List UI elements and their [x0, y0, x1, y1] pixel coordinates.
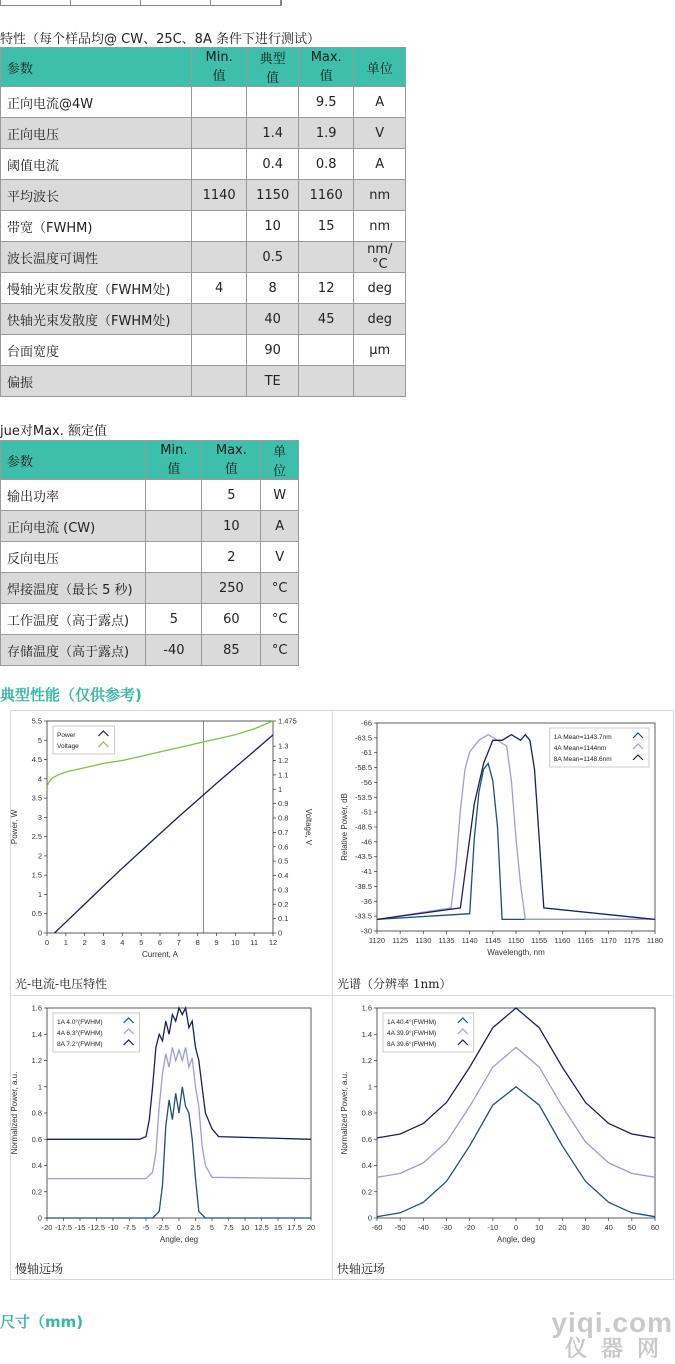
table-cell: A	[354, 149, 406, 180]
table-cell: 9.5	[298, 87, 354, 118]
table-cell: 快轴光束发散度（FWHM处)	[1, 304, 192, 335]
table-cell: 15	[298, 211, 354, 242]
table-cell: deg	[354, 304, 406, 335]
x-tick-label: 1175	[623, 936, 640, 945]
legend-label: 8A Mean=1148.6nm	[553, 756, 612, 763]
table-remnant	[0, 0, 282, 6]
legend-label: 1A 4.0°(FWHM)	[57, 1019, 103, 1026]
table-row	[1, 304, 406, 335]
liv-chart	[11, 711, 332, 973]
y-axis-label: Power, W	[10, 809, 19, 845]
legend-label: 4A 39.9°(FWHM)	[387, 1030, 437, 1037]
column-header: 典型值	[247, 48, 299, 87]
y-tick-label: 0.8	[361, 1108, 372, 1118]
x-tick-label: 6	[157, 938, 163, 947]
watermark	[551, 1307, 673, 1362]
x-tick-label: 12	[268, 938, 278, 947]
table-cell: 85	[202, 635, 261, 666]
table-cell: 5	[202, 480, 261, 511]
x-tick-label: 2	[82, 938, 87, 947]
x-tick-label: -5	[142, 1223, 150, 1232]
x-tick-label: -12.5	[87, 1223, 106, 1232]
y-tick-label: 5.5	[31, 716, 42, 726]
table-cell: 焊接温度（最长 5 秒)	[1, 573, 146, 604]
y-tick-label: 0.4	[361, 1161, 372, 1170]
panel-label-spectrum: 光谱（分辨率 1nm）	[337, 977, 452, 991]
table-cell: 2	[202, 542, 261, 573]
typical-heading: 典型性能（仅供参考)	[0, 686, 142, 704]
legend-label: 8A 39.6°(FWHM)	[387, 1041, 437, 1048]
panel-liv	[11, 711, 333, 996]
table-cell: 带宽（FWHM)	[1, 211, 192, 242]
table-cell	[191, 87, 247, 118]
x-tick-label: 9	[214, 938, 219, 947]
x-tick-label: 3	[101, 938, 106, 947]
y-tick-label: -51	[361, 807, 372, 817]
table-cell: V	[354, 118, 406, 149]
x-tick-label: 0	[513, 1223, 519, 1232]
x-tick-label: -7.5	[123, 1223, 136, 1232]
table-cell: 90	[247, 335, 299, 366]
table-cell	[146, 511, 202, 542]
table-cell: µm	[354, 335, 406, 366]
x-tick-label: -50	[394, 1223, 406, 1232]
legend-label: 4A Mean=1144nm	[553, 745, 607, 752]
x-tick-label: 1180	[646, 936, 664, 945]
table-cell: 1.4	[247, 118, 299, 149]
table-cell: 250	[202, 573, 261, 604]
y-axis-label: Normalized Power, a.u.	[10, 1071, 19, 1155]
slow-axis-chart	[11, 996, 332, 1258]
table-cell	[298, 335, 354, 366]
x-tick-label: 7	[176, 938, 181, 947]
x-tick-label: -30	[441, 1223, 452, 1232]
fast-axis-chart	[333, 996, 673, 1258]
panel-fast-axis	[333, 996, 673, 1279]
y-tick-label: -56	[361, 777, 372, 787]
table-row	[1, 242, 406, 273]
x-tick-label: 1140	[461, 936, 478, 945]
table-cell: 0.4	[247, 149, 299, 180]
table-row	[1, 118, 406, 149]
y-tick-label: 0.2	[31, 1187, 42, 1197]
y-tick-label: -63.5	[354, 733, 372, 743]
x-tick-label: 1145	[484, 936, 501, 945]
table-cell: °C	[261, 573, 299, 604]
table-cell: 0.5	[247, 242, 299, 273]
table-row	[1, 511, 299, 542]
y-tick-label: -43.5	[354, 852, 372, 862]
x-tick-label: 8	[195, 938, 200, 947]
x-tick-label: -10	[107, 1223, 119, 1232]
y-tick-label: 2	[37, 851, 42, 861]
panel-label-slow: 慢轴远场	[15, 1262, 64, 1276]
table-row	[1, 211, 406, 242]
column-header: Min. 值	[191, 48, 247, 87]
y-tick-label: 1	[367, 1082, 372, 1092]
table-cell: °C	[261, 635, 299, 666]
x-tick-label: 1125	[392, 936, 409, 945]
x-tick-label: -2.5	[156, 1223, 169, 1232]
y-tick-label: -33.5	[354, 911, 372, 921]
chart-grid	[10, 710, 674, 1280]
table-cell: 反向电压	[1, 542, 146, 573]
table-cell	[146, 480, 202, 511]
x-axis-label: Angle, deg	[496, 1235, 536, 1244]
y-tick-label: 0.6	[31, 1134, 42, 1144]
table-row	[1, 335, 406, 366]
legend-label: Power	[57, 732, 76, 739]
table-cell: V	[261, 542, 299, 573]
x-tick-label: 1160	[554, 936, 571, 945]
y-tick-label: 0.8	[31, 1108, 42, 1118]
y-tick-label: 3.5	[31, 793, 42, 803]
table-row	[1, 480, 299, 511]
table-cell: nm/°C	[354, 242, 406, 273]
x-tick-label: 20	[558, 1223, 567, 1232]
x-tick-label: 50	[627, 1223, 637, 1232]
table-cell: 正向电压	[1, 118, 192, 149]
y-axis-label: Relative Power, dB	[340, 793, 349, 861]
y2-tick-label: 0	[278, 928, 283, 938]
legend-label: 4A 6.3°(FWHM)	[57, 1030, 103, 1037]
spectrum-chart	[333, 711, 673, 973]
x-axis-label: Current, A	[141, 950, 179, 959]
table-cell: 慢轴光束发散度（FWHM处)	[1, 273, 192, 304]
x-tick-label: 10	[231, 938, 240, 947]
table-cell: 1150	[247, 180, 299, 211]
x-tick-label: 60	[650, 1223, 660, 1232]
x-axis-label: Angle, deg	[159, 1235, 199, 1244]
legend-label: 1A 40.4°(FWHM)	[387, 1019, 437, 1026]
table-cell: 40	[247, 304, 299, 335]
y-tick-label: -53.5	[354, 792, 372, 802]
y2-tick-label: 0.1	[278, 914, 289, 924]
x-tick-label: -60	[371, 1223, 383, 1232]
y-tick-label: 1.6	[361, 1003, 372, 1013]
table-cell: 10	[202, 511, 261, 542]
table-row	[1, 180, 406, 211]
table-cell	[191, 366, 247, 397]
table-cell: 10	[247, 211, 299, 242]
x-tick-label: 11	[250, 938, 259, 947]
legend-label: 8A 7.2°(FWHM)	[57, 1041, 103, 1048]
y2-tick-label: 0.2	[278, 899, 289, 909]
y-tick-label: 3	[37, 812, 42, 822]
table-cell	[298, 366, 354, 397]
table-cell: 偏振	[1, 366, 192, 397]
y2-tick-label: 0.7	[278, 827, 289, 837]
ratings-caption: jue对Max. 额定值	[0, 424, 107, 439]
watermark-line1: yiqi.com	[551, 1307, 673, 1338]
table-cell: 60	[202, 604, 261, 635]
table-cell: A	[261, 511, 299, 542]
table-cell: 12	[298, 273, 354, 304]
y-tick-label: -58.5	[354, 763, 372, 773]
table-row	[1, 87, 406, 118]
x-tick-label: -20	[41, 1223, 53, 1232]
y2-tick-label: 1.1	[278, 770, 289, 780]
y-axis-label: Normalized Power, a.u.	[340, 1071, 349, 1155]
table-cell: 5	[146, 604, 202, 635]
table-cell: nm	[354, 211, 406, 242]
table-cell: 1140	[191, 180, 247, 211]
table-cell: 45	[298, 304, 354, 335]
column-header: Max. 值	[298, 48, 354, 87]
y2-tick-label: 0.5	[278, 856, 289, 866]
y-tick-label: 1.2	[31, 1056, 42, 1065]
x-tick-label: 15	[273, 1223, 283, 1232]
table-cell	[354, 366, 406, 397]
x-tick-label: -20	[464, 1223, 476, 1232]
table-row	[1, 366, 406, 397]
panel-label-fast: 快轴远场	[337, 1262, 386, 1276]
x-tick-label: 7.5	[223, 1223, 234, 1232]
y2-tick-label: 0.9	[278, 799, 289, 809]
table-cell	[191, 304, 247, 335]
table-cell	[247, 87, 299, 118]
table-cell: 阈值电流	[1, 149, 192, 180]
table-cell: 4	[191, 273, 247, 304]
y-tick-label: 0.4	[31, 1161, 42, 1170]
table-cell	[191, 242, 247, 273]
x-tick-label: -15	[74, 1223, 86, 1232]
table-cell: 1160	[298, 180, 354, 211]
table-header-row	[1, 441, 299, 480]
table-cell: 8	[247, 273, 299, 304]
x-tick-label: 30	[581, 1223, 590, 1232]
column-header: 参数	[1, 441, 146, 480]
y-tick-label: 1.4	[361, 1029, 372, 1039]
y2-tick-label: 1.475	[278, 716, 297, 726]
x-tick-label: 4	[120, 938, 125, 947]
table-cell	[191, 149, 247, 180]
x-tick-label: 5	[139, 938, 144, 947]
y-tick-label: 1.2	[361, 1056, 372, 1065]
table-cell	[146, 542, 202, 573]
y2-tick-label: 1	[278, 784, 283, 794]
y-tick-label: 0	[37, 1213, 42, 1223]
table-cell	[298, 242, 354, 273]
table-cell: 正向电流 (CW)	[1, 511, 146, 542]
x-tick-label: 0	[176, 1223, 182, 1232]
y2-tick-label: 1.3	[278, 741, 289, 751]
x-tick-label: 2.5	[190, 1223, 201, 1232]
table-cell: TE	[247, 366, 299, 397]
y-tick-label: -61	[361, 748, 372, 758]
y-tick-label: 2.5	[31, 832, 42, 842]
y-tick-label: 0.5	[31, 909, 42, 919]
y-tick-label: 1	[37, 889, 42, 899]
panel-spectrum	[333, 711, 673, 996]
table-row	[1, 149, 406, 180]
y-tick-label: -41	[361, 867, 372, 877]
x-tick-label: 1120	[368, 936, 386, 945]
x-tick-label: 1170	[600, 936, 617, 945]
x-tick-label: 17.5	[287, 1223, 302, 1232]
table-cell: 波长温度可调性	[1, 242, 192, 273]
y-tick-label: 0.6	[361, 1134, 372, 1144]
table-row	[1, 573, 299, 604]
table-cell: -40	[146, 635, 202, 666]
panel-slow-axis	[11, 996, 333, 1279]
y2-tick-label: 0.8	[278, 813, 289, 823]
table-row	[1, 542, 299, 573]
table-row	[1, 604, 299, 635]
table-cell: 输出功率	[1, 480, 146, 511]
x-tick-label: 1150	[507, 936, 525, 945]
table-cell: 台面宽度	[1, 335, 192, 366]
table-header-row	[1, 48, 406, 87]
y-tick-label: 5	[37, 735, 42, 745]
y2-tick-label: 0.3	[278, 885, 289, 895]
x-tick-label: -10	[487, 1223, 499, 1232]
table-cell: deg	[354, 273, 406, 304]
y-tick-label: 4	[37, 774, 42, 784]
x-tick-label: 5	[209, 1223, 215, 1232]
table-cell: W	[261, 480, 299, 511]
column-header: Max. 值	[202, 441, 261, 480]
y-tick-label: 0.2	[361, 1187, 372, 1197]
y-tick-label: 1	[37, 1082, 42, 1092]
x-tick-label: -40	[417, 1223, 429, 1232]
y-tick-label: 1.5	[31, 870, 42, 880]
column-header: 参数	[1, 48, 192, 87]
x-tick-label: 1130	[415, 936, 432, 945]
dimensions-heading: 尺寸（mm)	[0, 1313, 84, 1331]
table-row	[1, 273, 406, 304]
x-tick-label: 12.5	[254, 1223, 269, 1232]
characteristics-table	[0, 47, 406, 397]
y2-tick-label: 0.4	[278, 871, 289, 881]
table-cell: °C	[261, 604, 299, 635]
x-tick-label: 1155	[531, 936, 548, 945]
table-cell: 平均波长	[1, 180, 192, 211]
table-cell: 0.8	[298, 149, 354, 180]
y-tick-label: -66	[361, 718, 372, 728]
table-cell: 1.9	[298, 118, 354, 149]
x-tick-label: 10	[240, 1223, 250, 1232]
legend-label: 1A Mean=1143.7nm	[553, 734, 612, 741]
y-tick-label: -48.5	[354, 822, 372, 832]
y-tick-label: -30	[361, 926, 372, 936]
table-cell	[191, 335, 247, 366]
y-tick-label: 0	[37, 928, 42, 938]
table-cell: 工作温度（高于露点)	[1, 604, 146, 635]
column-header: 单位	[354, 48, 406, 87]
table-cell	[146, 573, 202, 604]
x-tick-label: 20	[306, 1223, 316, 1232]
x-tick-label: 1	[63, 938, 68, 947]
y-tick-label: 1.6	[31, 1003, 42, 1013]
x-tick-label: 1135	[438, 936, 455, 945]
ratings-table	[0, 440, 299, 666]
x-tick-label: 40	[604, 1223, 613, 1232]
column-header: 单位	[261, 441, 299, 480]
y2-tick-label: 0.6	[278, 842, 289, 852]
x-tick-label: 10	[534, 1223, 544, 1232]
y-tick-label: 4.5	[31, 755, 42, 765]
table-cell: 正向电流@4W	[1, 87, 192, 118]
y-tick-label: -36	[361, 896, 372, 906]
y2-axis-label: Voltage, V	[304, 808, 313, 846]
characteristics-caption: 特性（每个样品均@ CW、25C、8A 条件下进行测试）	[0, 32, 320, 47]
table-cell: 存储温度（高于露点)	[1, 635, 146, 666]
x-axis-label: Wavelength, nm	[487, 948, 545, 957]
panel-label-liv: 光-电流-电压特性	[15, 977, 108, 991]
y-tick-label: 1.4	[31, 1029, 42, 1039]
x-tick-label: 0	[44, 938, 50, 947]
table-cell	[191, 211, 247, 242]
table-cell	[191, 118, 247, 149]
y-tick-label: -38.5	[354, 881, 372, 891]
table-row	[1, 635, 299, 666]
y-tick-label: 0	[367, 1213, 372, 1223]
x-tick-label: -17.5	[54, 1223, 73, 1232]
x-tick-label: 1165	[577, 936, 594, 945]
y-tick-label: -46	[361, 837, 372, 847]
table-cell: nm	[354, 180, 406, 211]
y2-tick-label: 1.2	[278, 756, 289, 766]
watermark-line2: 仪器网	[564, 1336, 673, 1361]
table-cell: A	[354, 87, 406, 118]
legend-label: Voltage	[57, 743, 79, 750]
column-header: Min. 值	[146, 441, 202, 480]
